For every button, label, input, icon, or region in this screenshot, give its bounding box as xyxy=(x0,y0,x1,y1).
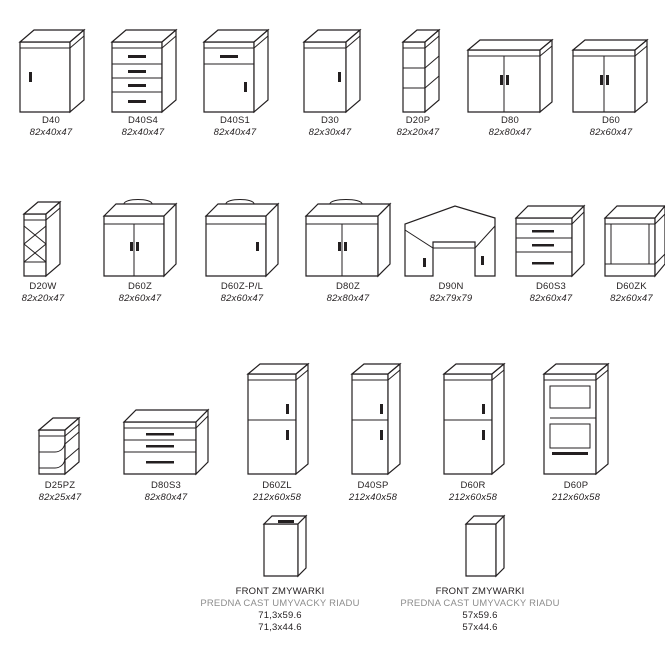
cabinet-drawing-open-shelves-round xyxy=(25,408,95,480)
item-code: D80Z xyxy=(335,281,361,292)
item-code: D20P xyxy=(405,115,431,126)
catalog-item[interactable] xyxy=(330,360,416,504)
item-dims: 82x60x47 xyxy=(589,127,633,138)
cabinet-drawing-tall-two-door-zl xyxy=(238,360,316,480)
cabinet-drawing-drawers4 xyxy=(104,20,182,115)
item-dims: 82x40x47 xyxy=(213,127,257,138)
item-dims: 82x30x47 xyxy=(308,127,352,138)
cabinet-drawing-drawers3 xyxy=(508,196,594,281)
catalog-item[interactable] xyxy=(114,400,218,504)
item-code: D80 xyxy=(500,115,520,126)
item-code: D40 xyxy=(41,115,61,126)
item-code: D60S3 xyxy=(535,281,567,292)
front-label-sk: PREDNA CAST UMYVACKY RIADU xyxy=(200,598,360,609)
catalog-item[interactable] xyxy=(598,196,665,305)
catalog-item[interactable] xyxy=(232,360,322,504)
item-dims: 82x20x47 xyxy=(21,293,65,304)
item-dims: 212x40x58 xyxy=(348,492,398,503)
item-code: D30 xyxy=(320,115,340,126)
cabinet-drawing-drawer1-door xyxy=(196,20,274,115)
item-code: D25PZ xyxy=(44,480,76,491)
item-dims: 212x60x58 xyxy=(551,492,601,503)
item-code: D40S4 xyxy=(127,115,159,126)
item-dims: 82x25x47 xyxy=(38,492,82,503)
item-dims: 82x80x47 xyxy=(488,127,532,138)
item-code: D90N xyxy=(438,281,464,292)
cabinet-drawing-open-shelves-narrow xyxy=(385,20,451,115)
item-dims: 82x20x47 xyxy=(396,127,440,138)
cabinet-drawing-sink-double-door-wide xyxy=(298,196,398,281)
item-dims: 82x79x79 xyxy=(429,293,473,304)
front-dims-2: 71,3x44.6 xyxy=(258,622,302,633)
catalog-item[interactable] xyxy=(92,196,188,305)
front-dims-1: 71,3x59.6 xyxy=(258,610,302,621)
catalog-item[interactable] xyxy=(190,20,280,139)
catalog-item[interactable] xyxy=(285,20,375,139)
front-label-pl: FRONT ZMYWARKI xyxy=(235,586,325,597)
catalog-item[interactable] xyxy=(20,408,100,504)
dishwasher-fronts xyxy=(0,510,665,660)
catalog-row-3 xyxy=(0,360,665,510)
front-panel-drawing-1 xyxy=(250,510,310,580)
catalog-item[interactable] xyxy=(506,196,596,305)
cabinet-drawing-tall-two-door-r xyxy=(434,360,512,480)
catalog-item[interactable] xyxy=(98,20,188,139)
item-code: D80S3 xyxy=(150,480,182,491)
catalog-item[interactable] xyxy=(296,196,400,305)
cabinet-drawing-sink-double-door xyxy=(94,196,186,281)
item-dims: 82x60x47 xyxy=(118,293,162,304)
cabinet-drawing-open-box xyxy=(599,196,665,281)
cabinet-drawing-double-door-60 xyxy=(565,20,657,115)
cabinet-drawing-tall-narrow xyxy=(340,360,406,480)
catalog-item[interactable] xyxy=(373,20,463,139)
item-dims: 212x60x58 xyxy=(252,492,302,503)
catalog-item[interactable] xyxy=(0,196,86,305)
item-dims: 82x80x47 xyxy=(326,293,370,304)
cabinet-drawing-door-right xyxy=(294,20,366,115)
catalog-item[interactable] xyxy=(458,20,562,139)
item-code: D60Z-P/L xyxy=(220,281,264,292)
cabinet-drawing-wine-rack xyxy=(8,196,78,281)
item-code: D20W xyxy=(29,281,57,292)
catalog-item[interactable] xyxy=(563,20,659,139)
item-code: D60 xyxy=(601,115,621,126)
front-label-sk: PREDNA CAST UMYVACKY RIADU xyxy=(400,598,560,609)
front-dims-2: 57x44.6 xyxy=(462,622,498,633)
cabinet-drawing-drawers3-wide xyxy=(116,400,216,480)
cabinet-drawing-sink-single-door xyxy=(196,196,288,281)
catalog-item[interactable] xyxy=(190,196,294,305)
catalog-row-1 xyxy=(0,20,665,170)
item-code: D60ZK xyxy=(616,281,647,292)
item-code: D60R xyxy=(460,480,486,491)
catalog-item[interactable] xyxy=(398,196,504,305)
item-dims: 82x60x47 xyxy=(220,293,264,304)
item-code: D40S1 xyxy=(219,115,251,126)
item-dims: 82x60x47 xyxy=(529,293,573,304)
cabinet-drawing-corner xyxy=(399,196,503,281)
front-panel-drawing-2 xyxy=(452,510,508,580)
item-dims: 82x80x47 xyxy=(144,492,188,503)
cabinet-drawing-double-door-80 xyxy=(460,20,560,115)
cabinet-drawing-tall-oven xyxy=(534,360,618,480)
item-code: D60Z xyxy=(127,281,153,292)
front-label-pl: FRONT ZMYWARKI xyxy=(435,586,525,597)
catalog-item[interactable] xyxy=(6,20,96,139)
dishwasher-front-item[interactable] xyxy=(355,510,605,634)
front-dims-1: 57x59.6 xyxy=(462,610,498,621)
item-dims: 82x40x47 xyxy=(121,127,165,138)
catalog-item[interactable] xyxy=(528,360,624,504)
item-code: D60ZL xyxy=(262,480,292,491)
item-code: D60P xyxy=(563,480,589,491)
cabinet-drawing-door-left xyxy=(12,20,90,115)
item-dims: 82x60x47 xyxy=(610,293,653,304)
item-dims: 212x60x58 xyxy=(448,492,498,503)
item-code: D40SP xyxy=(357,480,389,491)
catalog-item[interactable] xyxy=(428,360,518,504)
catalog-row-2 xyxy=(0,196,665,326)
item-dims: 82x40x47 xyxy=(29,127,73,138)
